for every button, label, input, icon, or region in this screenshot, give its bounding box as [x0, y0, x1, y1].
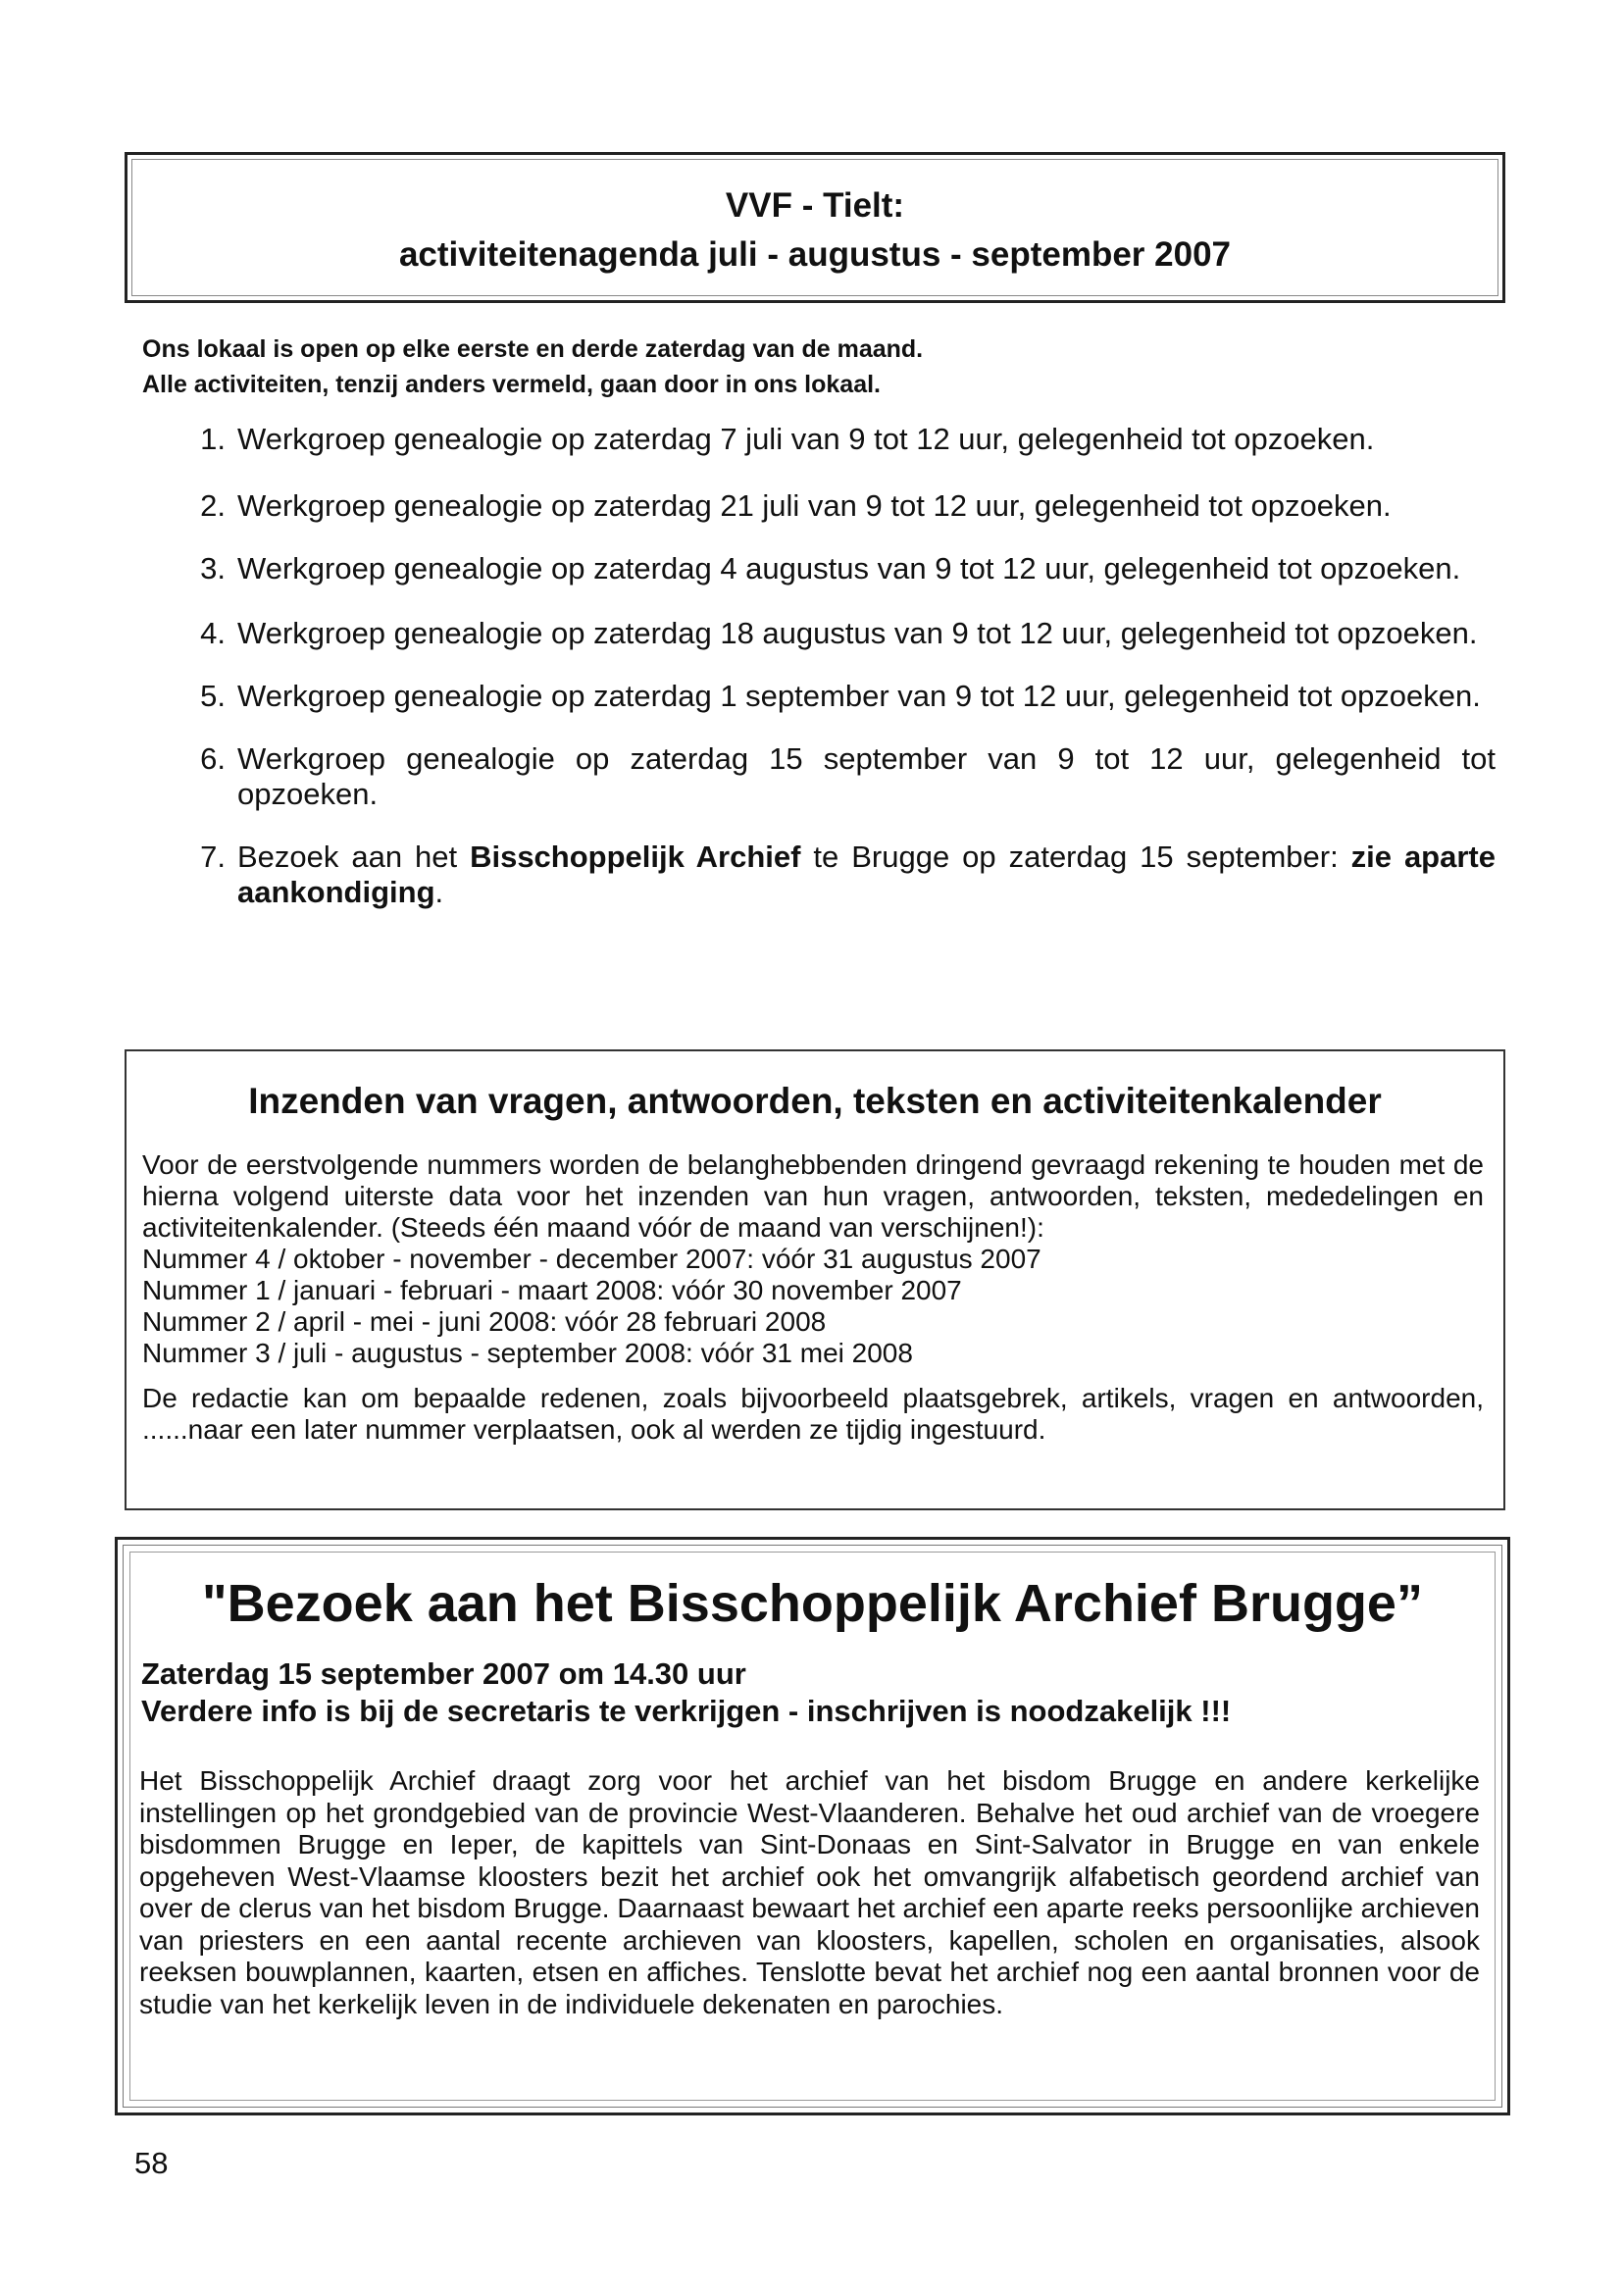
deadline-line: Nummer 3 / juli - augustus - september 2008: vóór 31 mei 2008 — [142, 1338, 913, 1368]
bezoek-info: Verdere info is bij de secretaris te verkrijgen - inschrijven is noodzakelijk !!! — [141, 1694, 1232, 1728]
agenda-item-number: 6. — [200, 741, 226, 776]
inzenden-body — [142, 1149, 1484, 1446]
agenda-item-number: 3. — [200, 551, 226, 585]
agenda-item-number: 4. — [200, 616, 226, 650]
agenda-item — [186, 422, 1496, 457]
agenda-item — [186, 616, 1496, 651]
agenda-item-text-pre: Bezoek aan het — [237, 840, 471, 874]
bezoek-date: Zaterdag 15 september 2007 om 14.30 uur — [141, 1656, 746, 1691]
inzenden-box — [125, 1049, 1505, 1510]
agenda-item-number: 2. — [200, 488, 226, 523]
intro-line: Alle activiteiten, tenzij anders vermeld, gaan door in ons lokaal. — [142, 371, 881, 398]
bezoek-subheading — [141, 1655, 1231, 1730]
header-subtitle: activiteitenagenda juli - augustus - september 2007 — [398, 235, 1232, 274]
agenda-item-bold: Bisschoppelijk Archief — [470, 840, 801, 874]
agenda-item-text: Werkgroep genealogie op zaterdag 21 juli van 9 tot 12 uur, gelegenheid tot opzoeken. — [237, 488, 1392, 523]
agenda-item — [186, 840, 1496, 910]
bezoek-body: Het Bisschoppelijk Archief draagt zorg voor het archief van het bisdom Brugge en andere kerkelijke instellingen op het grondgebied van de provincie West-Vlaanderen. Behalve het oud archief van de vroegere bisdommen Brugge en Ieper, de kapittels van Sint-Donaas en Sint-Salvator in Brugge en van enkele opgeheven West-Vlaamse kloosters bezit het archief ook het omvangrijk alfabetisch geordend archief van over de clerus van het bisdom Brugge. Daarnaast bewaart het archief een aparte reeks persoonlijke archieven van priesters en een aantal recente archieven van kloosters, kapellen, scholen en organisaties, alsook reeksen bouwplannen, kaarten, etsen en affiches. Tenslotte bevat het archief nog een aantal bronnen voor de studie van het kerkelijk leven in de individuele dekenaten en parochies. — [139, 1765, 1480, 2019]
intro-text — [142, 331, 923, 402]
agenda-item-number: 7. — [200, 840, 226, 874]
agenda-item — [186, 488, 1496, 524]
agenda-item-number: 1. — [200, 422, 226, 456]
agenda-item — [186, 551, 1496, 586]
deadline-line: Nummer 1 / januari - februari - maart 2008: vóór 30 november 2007 — [142, 1275, 962, 1305]
bezoek-title: "Bezoek aan het Bisschoppelijk Archief Brugge” — [202, 1574, 1423, 1633]
inzenden-title: Inzenden van vragen, antwoorden, teksten en activiteitenkalender — [248, 1081, 1382, 1121]
agenda-item-text: Werkgroep genealogie op zaterdag 18 augustus van 9 tot 12 uur, gelegenheid tot opzoeken. — [237, 616, 1478, 650]
agenda-item-text: Werkgroep genealogie op zaterdag 15 september van 9 tot 12 uur, gelegenheid tot opzoeken. — [237, 741, 1496, 811]
inzenden-paragraph: Voor de eerstvolgende nummers worden de belanghebbenden dringend gevraagd rekening te houden met de hierna volgend uiterste data voor het inzenden van hun vragen, antwoorden, teksten, mededelingen en activiteitenkalender. (Steeds één maand vóór de maand van verschijnen!): — [142, 1149, 1484, 1243]
header-title: VVF - Tielt: — [725, 186, 905, 225]
agenda-item-text: Werkgroep genealogie op zaterdag 7 juli van 9 tot 12 uur, gelegenheid tot opzoeken. — [237, 422, 1375, 456]
page-number: 58 — [134, 2146, 169, 2180]
header-box — [125, 152, 1505, 303]
deadline-line: Nummer 4 / oktober - november - december 2007: vóór 31 augustus 2007 — [142, 1244, 1041, 1274]
agenda-item-text: Werkgroep genealogie op zaterdag 1 september van 9 tot 12 uur, gelegenheid tot opzoeken. — [237, 679, 1481, 713]
bezoek-box — [115, 1537, 1510, 2115]
deadline-line: Nummer 2 / april - mei - juni 2008: vóór 28 februari 2008 — [142, 1306, 827, 1337]
agenda-item-bold: zie aparte aankondiging — [237, 840, 1496, 909]
agenda-item — [186, 741, 1496, 812]
intro-line: Ons lokaal is open op elke eerste en derde zaterdag van de maand. — [142, 335, 924, 363]
inzenden-note: De redactie kan om bepaalde redenen, zoals bijvoorbeeld plaatsgebrek, artikels, vragen en antwoorden, ......naar een later nummer verplaatsen, ook al werden ze tijdig ingestuurd. — [142, 1383, 1484, 1445]
agenda-item — [186, 679, 1496, 714]
agenda-item-text-post: . — [434, 875, 444, 909]
agenda-item-text: Werkgroep genealogie op zaterdag 4 augustus van 9 tot 12 uur, gelegenheid tot opzoeken. — [237, 551, 1461, 585]
agenda-item-text-mid: te Brugge op zaterdag 15 september: — [800, 840, 1351, 874]
agenda-list — [186, 422, 1496, 910]
agenda-item-number: 5. — [200, 679, 226, 713]
